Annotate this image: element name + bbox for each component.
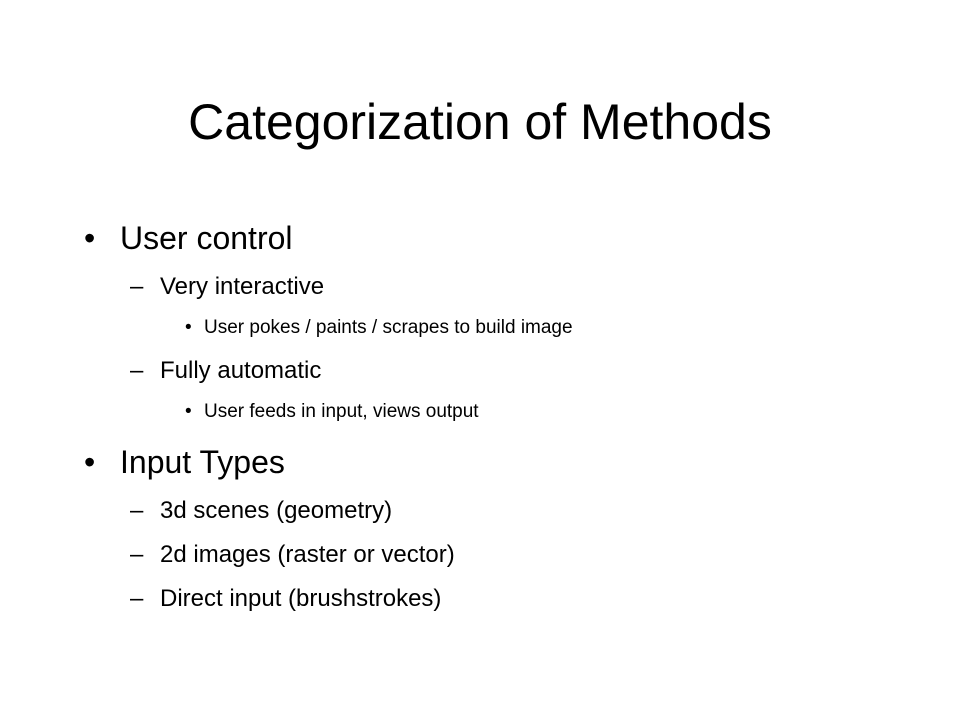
bullet-text: Input Types — [120, 444, 285, 480]
subbullet-text: Direct input (brushstrokes) — [160, 585, 442, 612]
dash-glyph: – — [130, 497, 144, 524]
slide-title: Categorization of Methods — [188, 94, 772, 150]
subbullet-text: Fully automatic — [160, 357, 322, 384]
subsubbullet-text: User pokes / paints / scrapes to build image — [204, 317, 573, 338]
bullet-text: User control — [120, 220, 293, 256]
bullet-glyph: • — [84, 444, 96, 480]
subsubbullet-text: User feeds in input, views output — [204, 401, 479, 422]
subbullet-text: 3d scenes (geometry) — [160, 497, 393, 524]
bullet-glyph: • — [84, 220, 96, 256]
bullet-glyph: • — [185, 401, 192, 422]
dash-glyph: – — [130, 273, 144, 300]
bullet-glyph: • — [185, 317, 192, 338]
subbullet-text: 2d images (raster or vector) — [160, 541, 455, 568]
subbullet-text: Very interactive — [160, 273, 325, 300]
dash-glyph: – — [130, 585, 144, 612]
dash-glyph: – — [130, 357, 144, 384]
dash-glyph: – — [130, 541, 144, 568]
